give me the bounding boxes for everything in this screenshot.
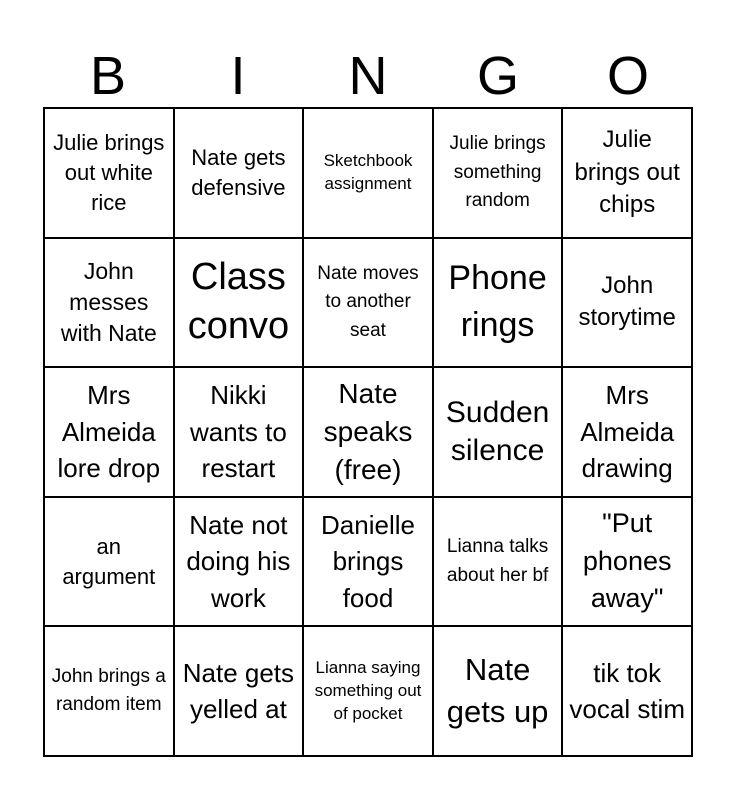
bingo-cell[interactable]	[303, 108, 433, 238]
cell-text: Lianna saying something out of pocket	[314, 658, 422, 723]
header-letter-o: O	[606, 46, 649, 106]
cell-text: Class convo	[187, 256, 290, 348]
header-letter-i: I	[230, 46, 246, 106]
cell-text: Sudden silence	[445, 396, 550, 467]
bingo-header	[43, 44, 693, 108]
bingo-cell[interactable]	[174, 367, 304, 497]
bingo-cell[interactable]	[433, 238, 563, 368]
cell-text: Mrs Almeida drawing	[580, 380, 675, 484]
bingo-cell[interactable]	[433, 367, 563, 497]
header-letter-g: G	[476, 46, 519, 106]
cell-text: John brings a random item	[51, 665, 166, 716]
cell-text: Danielle brings food	[321, 510, 415, 613]
bingo-cell[interactable]	[433, 108, 563, 238]
bingo-cell[interactable]	[44, 108, 174, 238]
bingo-cell[interactable]	[303, 367, 433, 497]
cell-text: Nikki wants to restart	[189, 380, 287, 484]
cell-text: "Put phones away"	[582, 507, 672, 614]
bingo-board	[43, 107, 693, 757]
bingo-cell[interactable]	[174, 108, 304, 238]
cell-text: Nate speaks (free)	[323, 378, 413, 485]
cell-text: Phone rings	[448, 258, 547, 345]
cell-text: Mrs Almeida lore drop	[57, 380, 161, 484]
bingo-cell[interactable]	[562, 108, 692, 238]
bingo-cell[interactable]	[303, 497, 433, 627]
cell-text: Nate gets yelled at	[182, 657, 295, 725]
bingo-cell[interactable]	[174, 497, 304, 627]
bingo-cell[interactable]	[433, 497, 563, 627]
cell-text: Julie brings out chips	[574, 126, 680, 218]
bingo-cell[interactable]	[174, 626, 304, 756]
bingo-cell[interactable]	[562, 238, 692, 368]
bingo-cell[interactable]	[303, 626, 433, 756]
bingo-cell[interactable]	[562, 626, 692, 756]
bingo-cell[interactable]	[562, 497, 692, 627]
bingo-cell[interactable]	[562, 367, 692, 497]
cell-text: John storytime	[578, 272, 676, 332]
cell-text: Nate not doing his work	[186, 510, 291, 613]
bingo-cell[interactable]	[174, 238, 304, 368]
bingo-cell[interactable]	[433, 626, 563, 756]
cell-text: tik tok vocal stim	[569, 657, 685, 725]
cell-text: Nate gets defensive	[191, 145, 286, 200]
bingo-cell[interactable]	[44, 238, 174, 368]
cell-text: Nate moves to another seat	[317, 262, 419, 341]
bingo-cell[interactable]	[303, 238, 433, 368]
bingo-cell[interactable]	[44, 497, 174, 627]
header-letter-b: B	[89, 46, 127, 106]
cell-text: an argument	[62, 533, 156, 589]
cell-text: John messes with Nate	[60, 257, 157, 346]
bingo-cell[interactable]	[44, 626, 174, 756]
cell-text: Sketchbook assignment	[323, 151, 413, 193]
cell-text: Julie brings something random	[449, 133, 546, 212]
bingo-cell[interactable]	[44, 367, 174, 497]
header-letter-n: N	[348, 46, 388, 106]
cell-text: Lianna talks about her bf	[446, 536, 549, 586]
cell-text: Julie brings out white rice	[53, 130, 165, 215]
cell-text: Nate gets up	[446, 652, 549, 730]
